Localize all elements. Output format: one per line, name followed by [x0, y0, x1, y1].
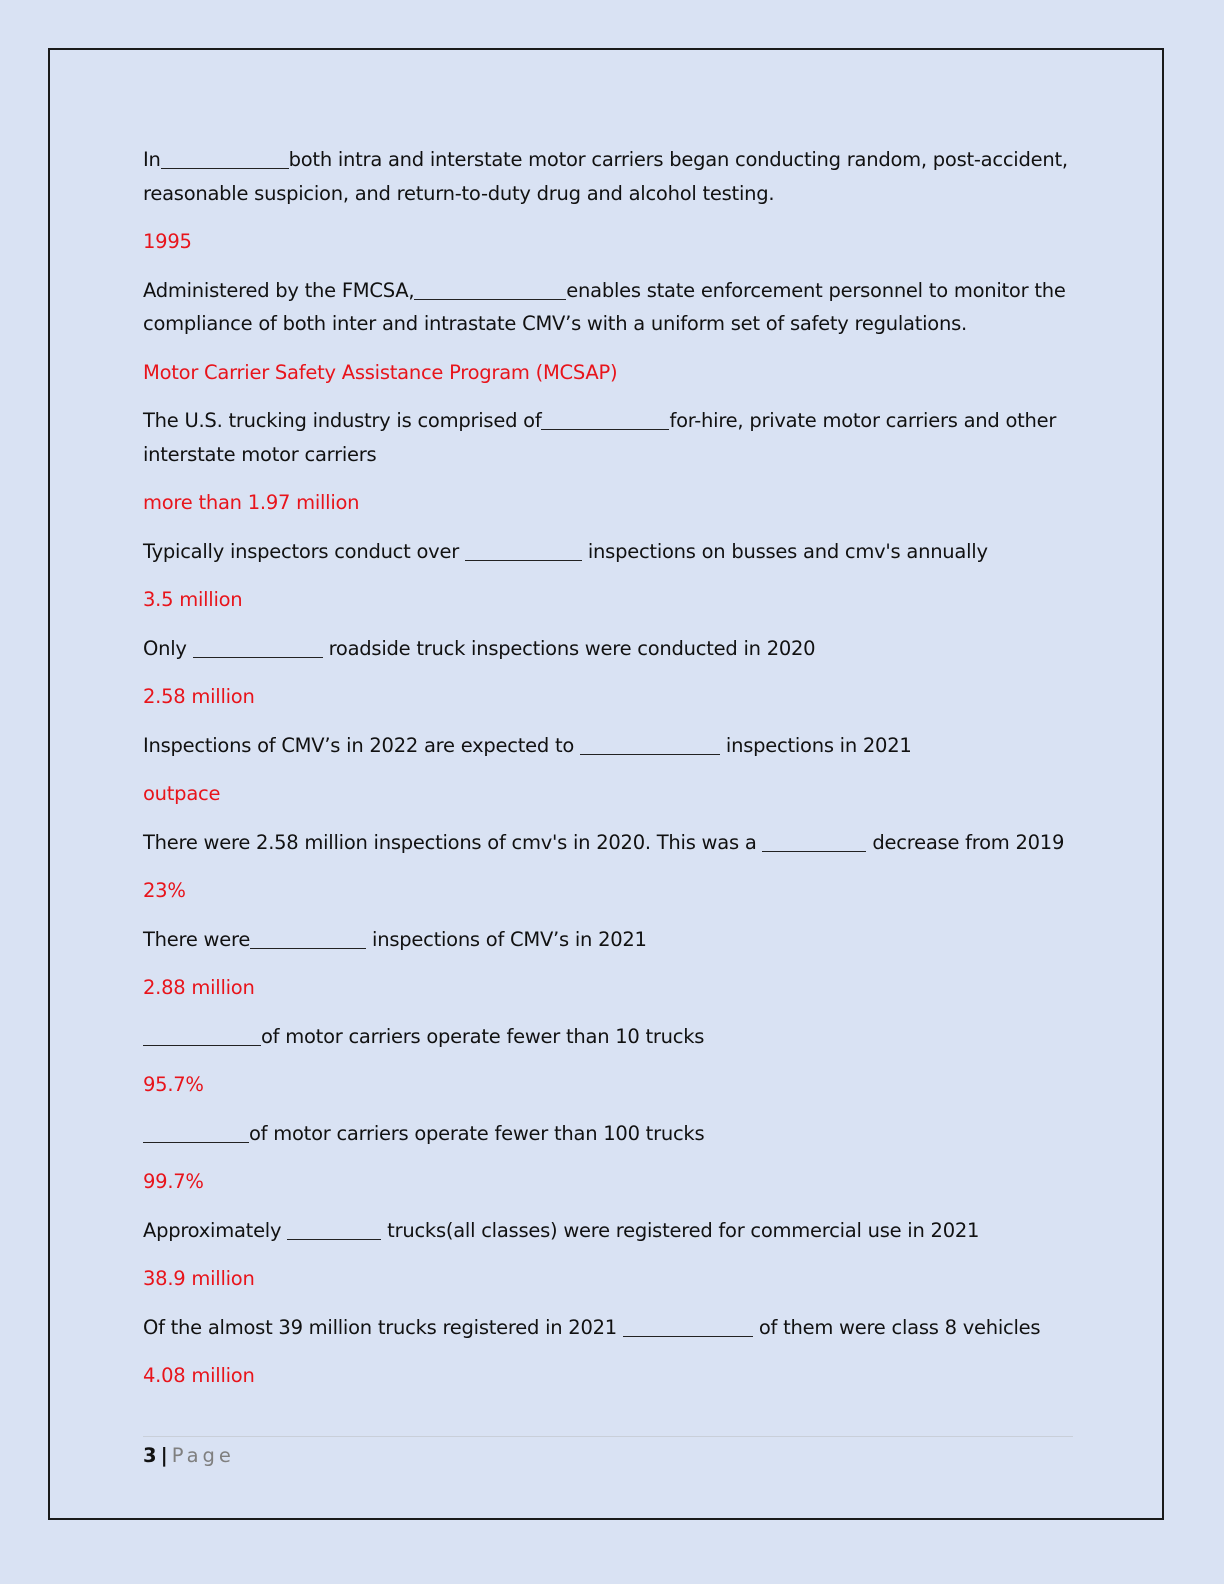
question	[143, 729, 1078, 763]
quiz-item	[143, 1020, 1078, 1054]
question-before: There were 2.58 million inspections of cmv's in 2020. This was a	[143, 830, 763, 854]
question-after: trucks(all classes) were registered for commercial use in 2021	[381, 1218, 980, 1242]
quiz-item	[143, 404, 1078, 471]
answer-blank	[541, 409, 669, 430]
question	[143, 1020, 1078, 1054]
question	[143, 1117, 1078, 1151]
question-after: roadside truck inspections were conducted in 2020	[322, 636, 816, 660]
answer-blank	[414, 279, 566, 300]
question-after: inspections on busses and cmv's annually	[581, 539, 988, 563]
answer-blank	[580, 734, 720, 755]
quiz-item	[143, 826, 1078, 860]
answer: outpace	[143, 782, 221, 805]
question-after: inspections of CMV’s in 2021	[366, 927, 647, 951]
answer: 99.7%	[143, 1170, 204, 1193]
question-after: both intra and interstate motor carriers began conducting random, post-accident, reasonable suspicion, and return-to-duty drug and alcohol testing.	[143, 148, 1068, 205]
quiz-item	[143, 1311, 1078, 1345]
quiz-content	[143, 143, 1078, 1393]
answer-blank	[193, 637, 323, 658]
question-before: Administered by the FMCSA,	[143, 278, 415, 302]
answer: more than 1.97 million	[143, 491, 360, 514]
question	[143, 1311, 1078, 1345]
question-after: of them were class 8 vehicles	[752, 1315, 1041, 1339]
question	[143, 1214, 1078, 1248]
answer-blank	[465, 540, 582, 561]
answer-blank	[287, 1219, 381, 1240]
question-before: There were	[143, 927, 251, 951]
question-after: enables state enforcement personnel to monitor the compliance of both inter and intrastate CMV’s with a uniform set of safety regulations.	[143, 278, 1066, 335]
page-number: 3	[143, 1444, 157, 1467]
quiz-item	[143, 143, 1078, 210]
question-before: Typically inspectors conduct over	[143, 539, 465, 563]
question	[143, 143, 1078, 210]
question-before: Approximately	[143, 1218, 288, 1242]
question-after: for-hire, private motor carriers and other interstate motor carriers	[143, 409, 1057, 466]
footer-separator: |	[160, 1444, 168, 1467]
answer: 95.7%	[143, 1073, 204, 1096]
question	[143, 923, 1078, 957]
question	[143, 274, 1078, 341]
page-footer	[143, 1436, 1073, 1471]
quiz-item	[143, 632, 1078, 666]
question	[143, 826, 1078, 860]
answer: 3.5 million	[143, 588, 243, 611]
question-after: of motor carriers operate fewer than 10 trucks	[261, 1024, 705, 1048]
question	[143, 404, 1078, 471]
question-after: decrease from 2019	[866, 830, 1065, 854]
question-after: inspections in 2021	[719, 733, 912, 757]
question-before: In	[143, 148, 161, 171]
answer-blank	[250, 928, 366, 949]
question-before: Only	[143, 636, 193, 660]
answer-blank	[762, 831, 866, 852]
answer: Motor Carrier Safety Assistance Program (MCSAP)	[143, 360, 618, 384]
answer: 4.08 million	[143, 1364, 255, 1387]
quiz-item	[143, 1214, 1078, 1248]
question-after: of motor carriers operate fewer than 100 trucks	[249, 1121, 705, 1145]
question-before: Inspections of CMV’s in 2022 are expected to	[143, 733, 580, 757]
answer: 1995	[143, 230, 192, 253]
question-before: Of the almost 39 million trucks registered in 2021	[143, 1315, 623, 1339]
answer: 2.88 million	[143, 976, 255, 999]
quiz-item	[143, 225, 1078, 259]
quiz-item	[143, 535, 1078, 569]
answer: 2.58 million	[143, 685, 255, 708]
question	[143, 535, 1078, 569]
answer: 23%	[143, 879, 186, 902]
answer-blank	[143, 1122, 249, 1143]
quiz-item	[143, 729, 1078, 763]
quiz-item	[143, 1117, 1078, 1151]
answer-blank	[161, 148, 289, 169]
quiz-item	[143, 274, 1078, 341]
question-before: The U.S. trucking industry is comprised of	[143, 409, 542, 432]
question	[143, 632, 1078, 666]
page-label: Page	[171, 1444, 235, 1467]
quiz-item	[143, 923, 1078, 957]
answer-blank	[143, 1025, 261, 1046]
answer: 38.9 million	[143, 1267, 255, 1290]
answer-blank	[623, 1316, 753, 1337]
